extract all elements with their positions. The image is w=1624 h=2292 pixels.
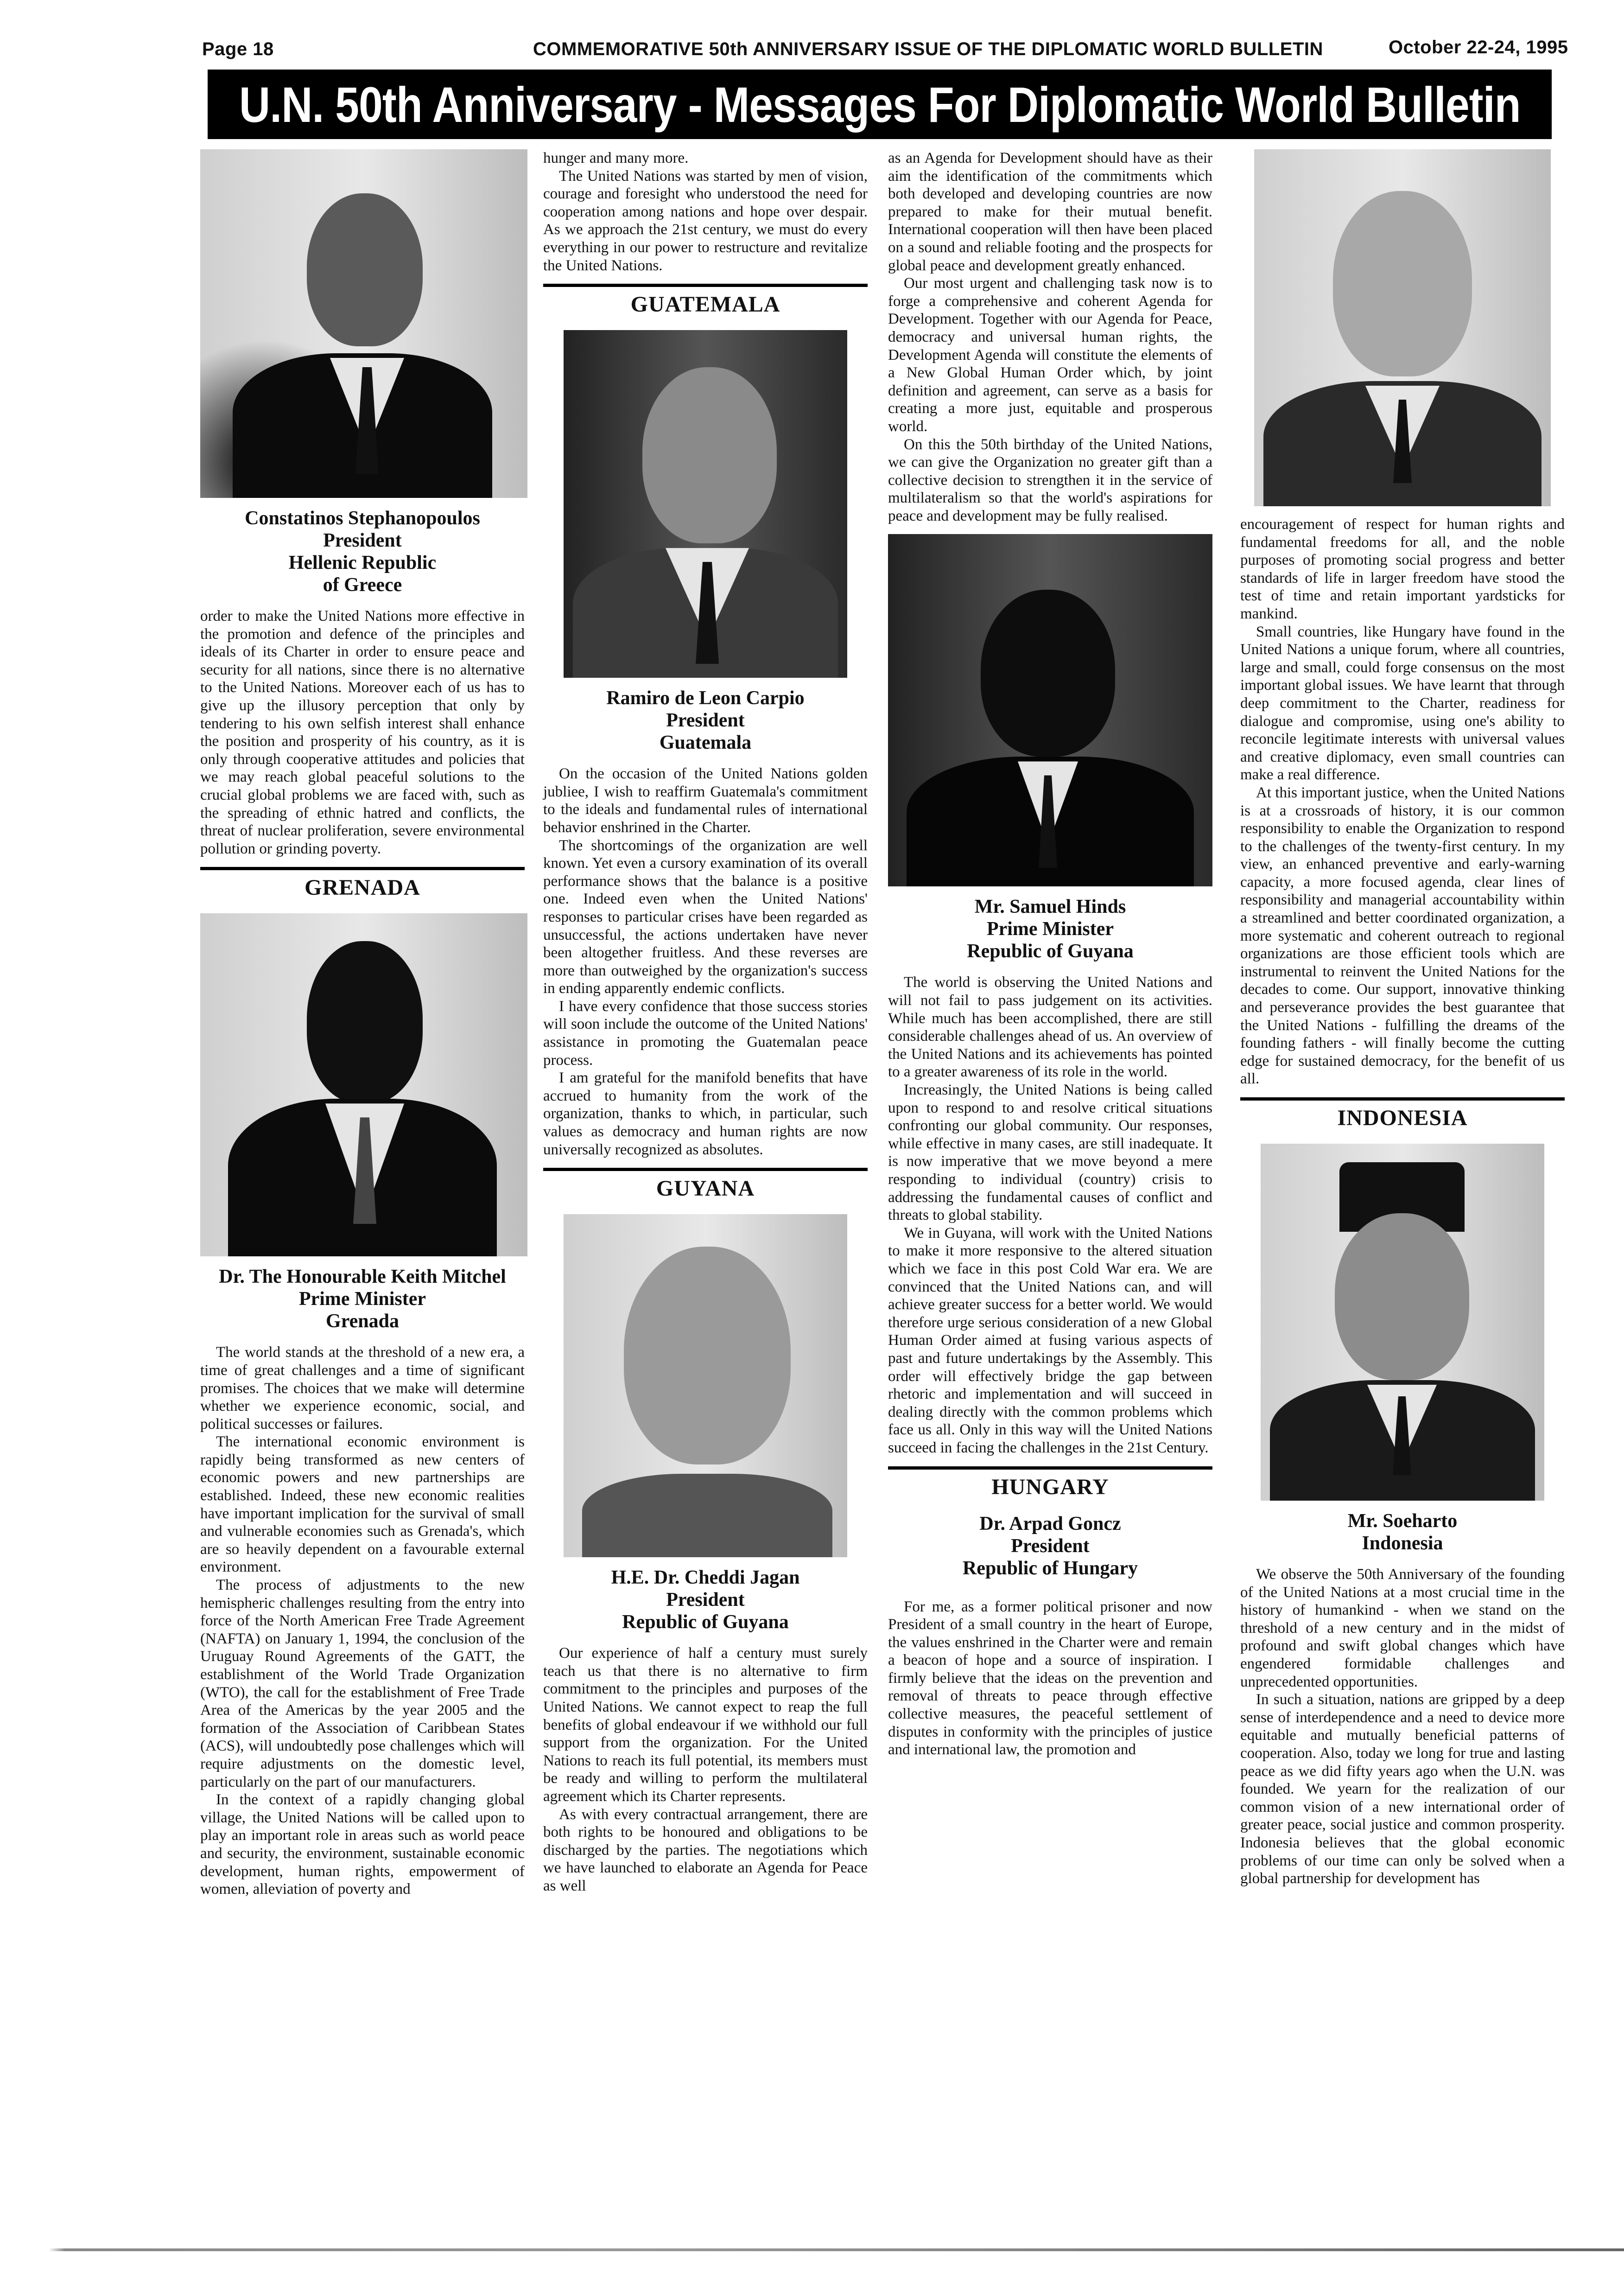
- hungary-paragraph-3: At this important justice, when the United Nations is at a crossroads of history, it is our common responsibility to enable the Organization to respond to the challenges of the twenty-first century. In my view, an enhanced preventive and early-warning capacity, a more focused agenda, clear lines of responsibility and managerial accountability within a streamlined and better coordinated organization, a more systematic and coherent outreach to regional organizations are those efficient tools which are instrumental to reinvent the United Nations for the decades to come. Our support, innovative thinking and perseverance provides the best guarantee that the United Nations - fulfilling the dreams of the founding fathers - will finally become the cutting edge for sustained democracy, for the benefit of us all.: [1240, 784, 1565, 1088]
- indonesia-paragraph-1: We observe the 50th Anniversary of the founding of the United Nations at a most crucial time in the history of humankind - when we stand on the threshold of a new century and in the midst of profound and swift global changes which have engendered formidable challenges and unprecedented opportunities.: [1240, 1566, 1565, 1690]
- caption-title: President: [1011, 1535, 1090, 1557]
- section-heading-indonesia: INDONESIA: [1337, 1106, 1468, 1130]
- section-divider: [1240, 1097, 1565, 1101]
- caption-name: H.E. Dr. Cheddi Jagan: [611, 1567, 800, 1589]
- caption-name: Dr. The Honourable Keith Mitchel: [219, 1266, 506, 1288]
- caption-jagan: [543, 1566, 868, 1633]
- column-2: [543, 149, 868, 1895]
- caption-goncz: [888, 1513, 1212, 1579]
- portrait-mitchel: [200, 913, 527, 1256]
- section-heading-guyana: GUYANA: [656, 1176, 755, 1201]
- grenada-paragraph-4: In the context of a rapidly changing global village, the United Nations will be called upon to play an important role in areas such as world peace and security, the environment, sustainable economic development, human rights, empowerment of women, alleviation of poverty and: [200, 1791, 525, 1898]
- caption-title: President: [323, 530, 402, 551]
- column-3: [888, 149, 1212, 1759]
- guatemala-paragraph-3: I have every confidence that those success stories will soon include the outcome of the United Nations' assistance in promoting the Guatemalan peace process.: [543, 998, 868, 1069]
- guyana-paragraph-1: Our experience of half a century must surely teach us that there is no alternative to firm commitment to the principles and purposes of the United Nations. We cannot expect to reap the full benefits of global endeavour if we withhold our full support from the organization. For the United Nations to reach its full potential, its members must be ready and willing to perform the multilateral agreement which its Charter represents.: [543, 1645, 868, 1805]
- grenada-paragraph-5: The United Nations was started by men of vision, courage and foresight who understood the need for cooperation among nations and hope over despair. As we approach the 21st century, we must do every everything in our power to restructure and revitalize the United Nations.: [543, 167, 868, 274]
- grenada-paragraph-1: The world stands at the threshold of a new era, a time of great challenges and a time of significant promises. The choices that we make will determine whether we experience economic, social, and political successes or failures.: [200, 1344, 525, 1432]
- greece-text: order to make the United Nations more effective in the promotion and defence of the principles and ideals of its Charter in order to ensure peace and security for all nations, since there is no alternative to the United Nations. Moreover each of us has to give up the illusory perception that only by tendering to his own selfish interest shall enhance the position and prosperity of his country, as it is only through cooperative attitudes and policies that we may reach global peaceful solutions to the crucial global problems we are faced with, such as the spreading of ethnic hatred and conflicts, the threat of nuclear proliferation, severe environmental pollution or grinding poverty.: [200, 608, 525, 857]
- portrait-hinds: [888, 534, 1212, 886]
- section-heading-hungary: HUNGARY: [991, 1474, 1109, 1499]
- grenada-paragraph-2: The international economic environment is rapidly being transformed as new centers of economic powers and new partnerships are established. Indeed, these new economic realities have important implication for the survival of small and vulnerable economies such as Grenada's, which are so heavily dependent on a favourable external environment.: [200, 1433, 525, 1576]
- guyana-continued: as an Agenda for Development should have as their aim the identification of the commitments which both developed and developing countries are now prepared to make for their mutual benefit. International cooperation will then have been placed on a sound and reliable footing and the prospects for global peace and development greatly enhanced.: [888, 150, 1212, 274]
- portrait-soeharto: [1261, 1144, 1544, 1501]
- section-divider: [543, 284, 868, 287]
- caption-title: Prime Minister: [986, 918, 1114, 940]
- guatemala-paragraph-2: The shortcomings of the organization are well known. Yet even a cursory examination of its overall performance shows that the balance is a positive one. Indeed even when the United Nations' responses to particular crises have been regarded as unsuccessful, the actions undertaken have never been altogether fruitless. And these reverses are more than outweighed by the organization's success in ending apparently endemic conflicts.: [543, 837, 868, 997]
- caption-name: Constatinos Stephanopoulos: [245, 508, 480, 529]
- caption-title: Prime Minister: [298, 1288, 426, 1310]
- caption-country: Republic of Guyana: [967, 941, 1134, 962]
- caption-hinds: [888, 896, 1212, 962]
- caption-de-leon-carpio: [543, 687, 868, 754]
- hinds-paragraph-1: The world is observing the United Nations and will not fail to pass judgement on its activities. While much has been accomplished, there are still considerable challenges ahead of us. An overview of the United Nations and its achievements has pointed to a greater awareness of its role in the world.: [888, 974, 1212, 1081]
- page-number: Page 18: [202, 39, 274, 59]
- caption-country: Republic of Guyana: [622, 1611, 789, 1633]
- column-4: [1240, 149, 1565, 1888]
- caption-stephanopoulos: [200, 507, 525, 596]
- hinds-paragraph-3: We in Guyana, will work with the United Nations to make it more responsive to the altered situation which we face in this post Cold War era. We are convinced that the United Nations can, and will achieve greater success for a better world. We would therefore urge serious consideration of a new Global Human Order aimed at fusing various aspects of past and future undertakings by the Assembly. This order will effectively bridge the gap between rhetoric and implementation and will succeed in dealing directly with the common problems which face us all. Only in this way will the United Nations succeed in facing the challenges in the 21st Century.: [888, 1224, 1212, 1456]
- section-divider: [200, 867, 525, 870]
- banner-title: U.N. 50th Anniversary - Messages For Diplomatic World Bulletin: [239, 76, 1521, 133]
- grenada-paragraph-3: The process of adjustments to the new hemispheric challenges resulting from the entry into force of the North American Free Trade Agreement (NAFTA) on January 1, 1994, the conclusion of the Uruguay Round Agreements of the GATT, the establishment of the World Trade Organization (WTO), the call for the establishment of Free Trade Area of the Americas by the year 2005 and the formation of the Association of Caribbean States (ACS), will undoubtedly pose challenges which will require adjustments on the domestic level, particularly on the part of our manufacturers.: [200, 1577, 525, 1790]
- caption-country: Indonesia: [1362, 1533, 1443, 1554]
- portrait-goncz: [1254, 149, 1551, 506]
- caption-soeharto: [1240, 1510, 1565, 1554]
- page-bottom-rule: [0, 2248, 1624, 2251]
- portrait-jagan: [564, 1214, 847, 1557]
- section-divider: [543, 1168, 868, 1171]
- caption-name: Ramiro de Leon Carpio: [606, 688, 805, 709]
- guatemala-paragraph-4: I am grateful for the manifold benefits that have accrued to humanity from the work of the organization, thanks to which, in particular, such values as democracy and human rights are now universally recognized as absolutes.: [543, 1070, 868, 1158]
- section-heading-grenada: GRENADA: [304, 875, 420, 900]
- hinds-paragraph-2: Increasingly, the United Nations is being called upon to respond to and resolve critical situations confronting our global community. Our responses, while effective in many cases, are still inadequate. It is now imperative that we move beyond a mere responding to individual (country) crisis to addressing the fundamental causes of conflict and threats to global stability.: [888, 1082, 1212, 1224]
- caption-country: Hellenic Republic: [288, 552, 437, 573]
- issue-title: COMMEMORATIVE 50th ANNIVERSARY ISSUE OF THE DIPLOMATIC WORLD BULLETIN: [533, 39, 1323, 59]
- caption-country: Grenada: [326, 1311, 399, 1332]
- caption-name: Mr. Soeharto: [1347, 1510, 1458, 1532]
- guyana-paragraph-2: As with every contractual arrangement, there are both rights to be honoured and obligations to be discharged by the parties. The negotiations which we have launched to elaborate an Agenda for Peace as well: [543, 1806, 868, 1894]
- guyana-paragraph-3: Our most urgent and challenging task now is to forge a comprehensive and coherent Agenda for Development. Together with our Agenda for Peace, democracy and universal human rights, the Development Agenda will constitute the elements of a New Global Human Order which, by joint definition and agreement, can serve as a basis for creating a more just, equitable and prosperous world.: [888, 275, 1212, 435]
- caption-title: President: [666, 710, 745, 732]
- caption-country-line2: of Greece: [323, 574, 402, 596]
- caption-name: Dr. Arpad Goncz: [979, 1513, 1121, 1534]
- caption-title: President: [666, 1589, 745, 1611]
- caption-mitchel: [200, 1266, 525, 1332]
- portrait-stephanopoulos: [200, 149, 527, 498]
- guyana-paragraph-4: On this the 50th birthday of the United Nations, we can give the Organization no greater gift than a collective decision to strengthen it in the service of multilateralism so that the world's aspirations for peace and development may be fully realised.: [888, 436, 1212, 524]
- issue-date: October 22-24, 1995: [1389, 37, 1568, 57]
- page-banner: [208, 70, 1552, 139]
- section-divider: [888, 1466, 1212, 1470]
- section-heading-guatemala: GUATEMALA: [630, 292, 780, 317]
- hungary-paragraph-2: Small countries, like Hungary have found in the United Nations a unique forum, where all countries, large and small, could forge consensus on the most important global issues. We have learnt that through deep commitment to the Charter, readiness for dialogue and compromise, using one's ability to reconcile legitimate interests with universal values and creative diplomacy, even small countries can make a real difference.: [1240, 623, 1565, 783]
- caption-country: Republic of Hungary: [962, 1557, 1138, 1579]
- hungary-continued: encouragement of respect for human rights and fundamental freedoms for all, and the noble purposes of promoting social progress and better standards of life in larger freedom have stood the test of time and retain important yardsticks for mankind.: [1240, 516, 1565, 622]
- indonesia-paragraph-2: In such a situation, nations are gripped by a deep sense of interdependence and a need to device more equitable and mutually beneficial patterns of cooperation. Also, today we long for true and lasting peace as we did fifty years ago when the U.N. was founded. We yearn for the realization of our common vision of a new international order of greater peace, social justice and common prosperity. Indonesia believes that the global economic problems of our time can only be solved when a global partnership for development has: [1240, 1691, 1565, 1887]
- guatemala-paragraph-1: On the occasion of the United Nations golden jubliee, I wish to reaffirm Guatemala's commitment to the ideals and fundamental rules of international behavior enshrined in the Charter.: [543, 765, 868, 836]
- hungary-paragraph-1: For me, as a former political prisoner and now President of a small country in the heart of Europe, the values enshrined in the Charter were and remain a beacon of hope and a source of inspiration. I firmly believe that the ideas on the prevention and removal of threats to peace through effective collective measures, the peaceful settlement of disputes in conformity with the principles of justice and international law, the promotion and: [888, 1598, 1212, 1758]
- caption-name: Mr. Samuel Hinds: [974, 896, 1126, 918]
- grenada-continued: hunger and many more.: [543, 150, 689, 166]
- caption-country: Guatemala: [659, 732, 752, 754]
- portrait-de-leon-carpio: [564, 330, 847, 678]
- column-1: [200, 149, 525, 1898]
